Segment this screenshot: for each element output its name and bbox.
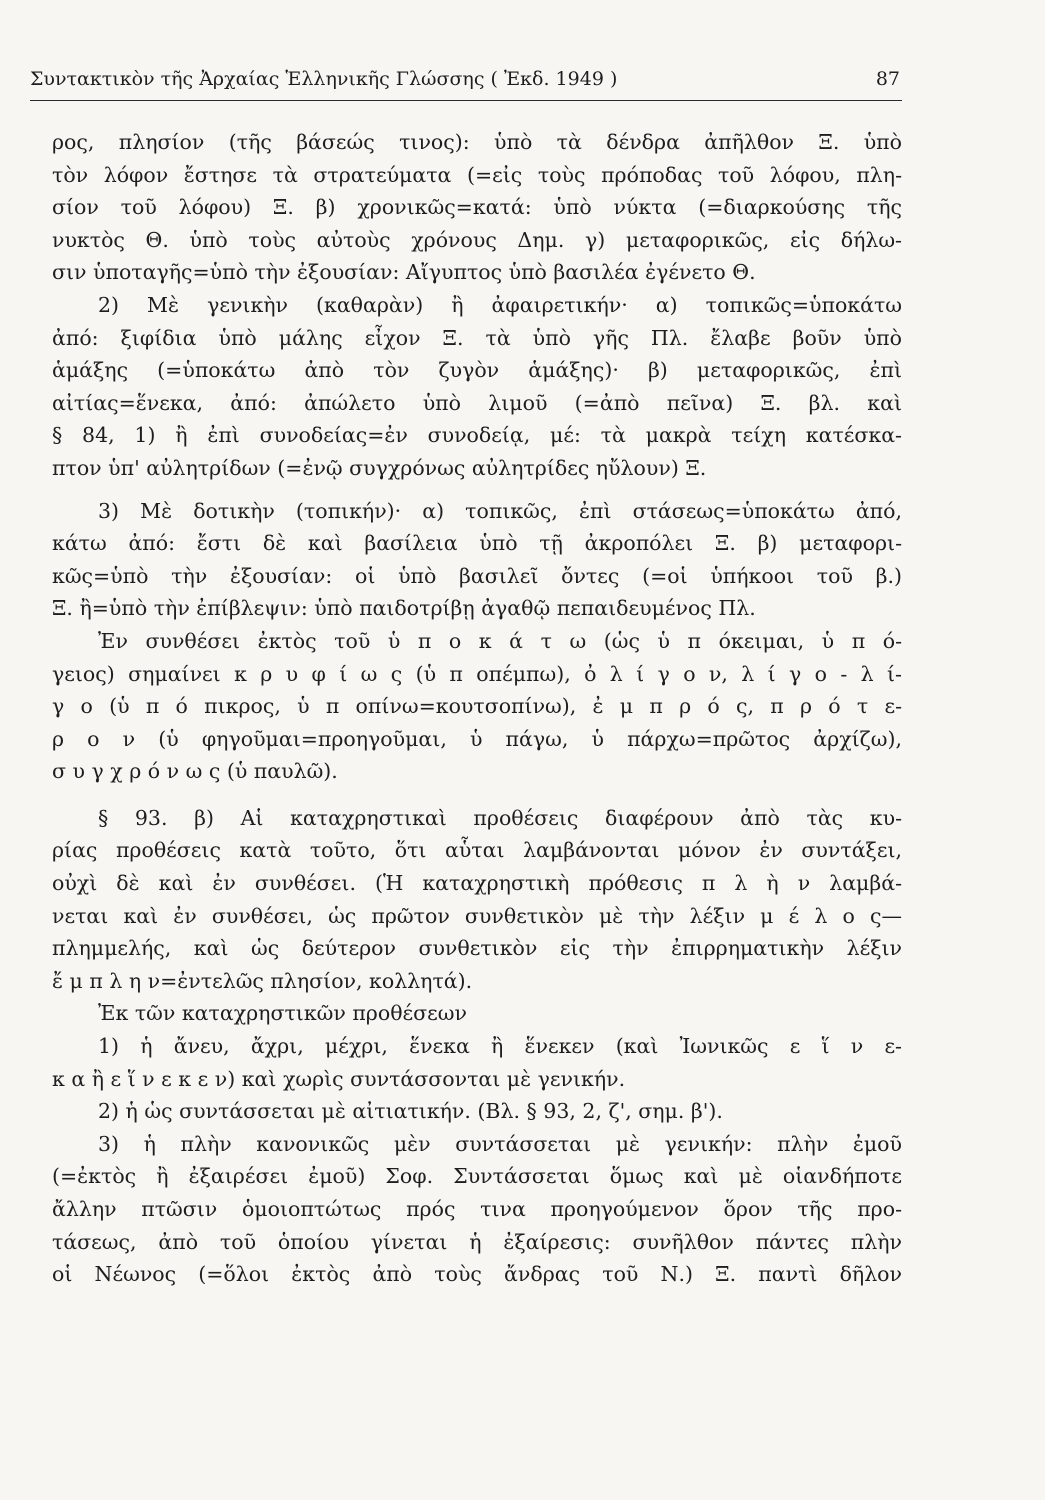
text-line: ρ ο ν (ὑ φηγοῦμαι=προηγοῦμαι, ὑ πάγω, ὑ πάρχω=πρῶτος ἀρχίζω), [52,726,902,751]
text-line: γειος) σημαίνει κ ρ υ φ ί ω ς (ὑ π οπέμπω), ὀ λ ί γ ο ν, λ ί γ ο - λ ί- [52,661,902,686]
running-title: Συντακτικὸν τῆς Ἀρχαίας Ἑλληνικῆς Γλώσσης ( Ἐκδ. 1949 ) [30,68,618,90]
spacer [52,485,902,495]
text-line: τάσεως, ἀπὸ τοῦ ὁποίου γίνεται ἡ ἐξαίρεσις: συνῆλθον πάντες πλὴν [52,1229,902,1254]
text-line: πλημμελής, καὶ ὡς δεύτερον συνθετικὸν εἰς τὴν ἐπιρρηματικὴν λέξιν [52,936,902,961]
text-line: (=ἐκτὸς ἢ ἐξαιρέσει ἐμοῦ) Σοφ. Συντάσσεται ὅμως καὶ μὲ οἱανδήποτε [52,1164,902,1189]
text-line: ρίας προθέσεις κατὰ τοῦτο, ὅτι αὗται λαμβάνονται μόνον ἐν συντάξει, [52,838,902,863]
spacer [52,788,902,802]
text-line: κῶς=ὑπὸ τὴν ἐξουσίαν: οἱ ὑπὸ βασιλεῖ ὄντες (=οἱ ὑπήκοοι τοῦ β.) [52,563,902,588]
section-93-heading-line: § 93. β) Αἱ καταχρηστικαὶ προθέσεις διαφέρουν ἀπὸ τὰς κυ- [98,805,902,830]
text-line: αἰτίας=ἕνεκα, ἀπό: ἀπώλετο ὑπὸ λιμοῦ (=ἀπὸ πεῖνα) Ξ. βλ. καὶ [52,390,902,415]
running-header [30,68,900,96]
text-line: κάτω ἀπό: ἔστι δὲ καὶ βασίλεια ὑπὸ τῇ ἀκροπόλει Ξ. β) μεταφορι- [52,531,902,556]
text-line: νεται καὶ ἐν συνθέσει, ὡς πρῶτον συνθετικὸν μὲ τὴν λέξιν μ έ λ ο ς— [52,903,902,928]
text-line: 2) ἡ ὡς συντάσσεται μὲ αἰτιατικήν. (Βλ. § 93, 2, ζ', σημ. β'). [98,1099,723,1124]
text-line: σ υ γ χ ρ ό ν ω ς (ὑ παυλῶ). [52,759,338,784]
text-line: οὐχὶ δὲ καὶ ἐν συνθέσει. (Ἡ καταχρηστικὴ πρόθεσις π λ ὴ ν λαμβά- [52,871,902,896]
text-line: ρος, πλησίον (τῆς βάσεώς τινος): ὑπὸ τὰ δένδρα ἀπῆλθον Ξ. ὑπὸ [52,130,902,154]
body-text [52,126,902,1291]
text-line: πτον ὑπ' αὐλητρίδων (=ἐνῷ συγχρόνως αὐλητρίδες ηὔλουν) Ξ. [52,455,707,480]
text-line: σίον τοῦ λόφου) Ξ. β) χρονικῶς=κατά: ὑπὸ νύκτα (=διαρκούσης τῆς [52,195,902,220]
text-line: ἁμάξης (=ὑποκάτω ἀπὸ τὸν ζυγὸν ἁμάξης)· β) μεταφορικῶς, ἐπὶ [52,358,902,383]
text-line: νυκτὸς Θ. ὑπὸ τοὺς αὐτοὺς χρόνους Δημ. γ) μεταφορικῶς, εἰς δήλω- [52,227,902,252]
text-line: Ξ. ἢ=ὑπὸ τὴν ἐπίβλεψιν: ὑπὸ παιδοτρίβῃ ἀγαθῷ πεπαιδευμένος Πλ. [52,596,756,621]
text-line: γ ο (ὑ π ό πικρος, ὑ π οπίνω=κουτσοπίνω), ἐ μ π ρ ό ς, π ρ ό τ ε- [52,694,902,719]
text-line: κ α ἢ ε ἵ ν ε κ ε ν) καὶ χωρὶς συντάσσονται μὲ γενικήν. [52,1066,626,1091]
text-line: § 84, 1) ἢ ἐπὶ συνοδείας=ἐν συνοδείᾳ, μέ: τὰ μακρὰ τείχη κατέσκα- [52,423,902,448]
text-line: οἱ Νέωνος (=ὅλοι ἐκτὸς ἀπὸ τοὺς ἄνδρας τοῦ Ν.) Ξ. παντὶ δῆλον [52,1262,902,1287]
text-line: ἔ μ π λ η ν=ἐντελῶς πλησίον, κολλητά). [52,968,473,993]
text-line: τὸν λόφον ἔστησε τὰ στρατεύματα (=εἰς τοὺς πρόποδας τοῦ λόφου, πλη- [52,162,902,187]
text-line: 3) ἡ πλὴν κανονικῶς μὲν συντάσσεται μὲ γενικήν: πλὴν ἐμοῦ [98,1131,902,1156]
text-line: 2) Μὲ γενικὴν (καθαρὰν) ἢ ἀφαιρετικήν· α) τοπικῶς=ὑποκάτω [98,292,902,317]
text-line: σιν ὑποταγῆς=ὑπὸ τὴν ἐξουσίαν: Αἴγυπτος ὑπὸ βασιλέα ἐγένετο Θ. [52,260,756,285]
text-line: ἀπό: ξιφίδια ὑπὸ μάλης εἶχον Ξ. τὰ ὑπὸ γῆς Πλ. ἔλαβε βοῦν ὑπὸ [52,325,902,350]
text-line: 3) Μὲ δοτικὴν (τοπικήν)· α) τοπικῶς, ἐπὶ στάσεως=ὑποκάτω ἀπό, [98,498,902,523]
page-number: 87 [875,68,900,90]
text-line: Ἐκ τῶν καταχρηστικῶν προθέσεων [98,1001,467,1026]
text-line: Ἐν συνθέσει ἐκτὸς τοῦ ὑ π ο κ ά τ ω (ὡς ὑ π όκειμαι, ὑ π ό- [98,628,902,653]
text-line: ἄλλην πτῶσιν ὁμοιοπτώτως πρός τινα προηγούμενον ὅρον τῆς προ- [52,1197,902,1221]
header-rule [30,100,902,101]
text-line: 1) ἡ ἄνευ, ἄχρι, μέχρι, ἕνεκα ἢ ἕνεκεν (καὶ Ἰωνικῶς ε ἵ ν ε- [98,1034,902,1059]
